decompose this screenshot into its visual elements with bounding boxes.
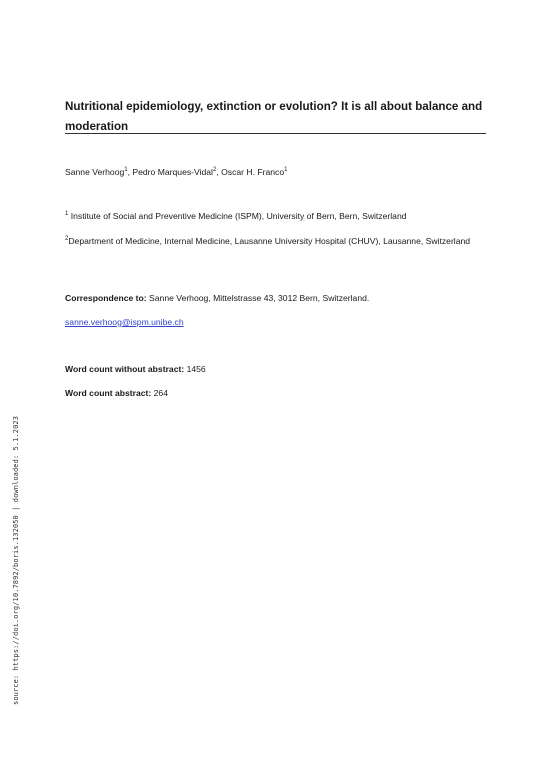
author-affiliation-mark: 2 bbox=[212, 167, 217, 174]
word-count-value: 1456 bbox=[184, 364, 206, 374]
author-list: Sanne Verhoog$^1$, Pedro Marques-Vidal$^2$, Oscar H. Franco$^1$ bbox=[65, 167, 288, 177]
affiliation-mark: 2 bbox=[65, 236, 69, 243]
affiliation-2 bbox=[65, 234, 485, 249]
correspondence bbox=[65, 292, 369, 304]
affiliation-mark: 1 bbox=[65, 211, 69, 218]
word-count-value: 264 bbox=[151, 388, 168, 398]
author-name: Pedro Marques-Vidal bbox=[132, 167, 213, 177]
paper-title: Nutritional epidemiology, extinction or evolution? It is all about balance and moderation bbox=[65, 100, 483, 133]
word-count-label: Word count abstract: bbox=[65, 388, 152, 398]
correspondence-label: Correspondence to: bbox=[65, 293, 147, 303]
correspondence-email-link[interactable]: sanne.verhoog@ispm.unibe.ch bbox=[65, 317, 184, 327]
author-name: Sanne Verhoog bbox=[65, 167, 125, 177]
title-divider bbox=[65, 133, 486, 134]
word-count-label: Word count without abstract: bbox=[65, 364, 185, 374]
source-watermark: source: https://doi.org/10.7892/boris.132050 | downloaded: 5.1.2023 bbox=[12, 415, 20, 705]
affiliation-1 bbox=[65, 209, 485, 224]
author-affiliation-mark: 1 bbox=[284, 167, 288, 174]
word-count-abstract bbox=[65, 387, 168, 399]
affiliation-text: Institute of Social and Preventive Medicine (ISPM), University of Bern, Bern, Switzerland bbox=[68, 211, 407, 221]
correspondence-address: Sanne Verhoog, Mittelstrasse 43, 3012 Bern, Switzerland. bbox=[146, 293, 370, 303]
author-name: Oscar H. Franco bbox=[221, 167, 285, 177]
affiliation-text: Department of Medicine, Internal Medicine, Lausanne University Hospital (CHUV), Lausanne, Switzerland bbox=[68, 236, 471, 246]
word-count-main bbox=[65, 363, 206, 375]
author-affiliation-mark: 1 bbox=[124, 167, 128, 174]
